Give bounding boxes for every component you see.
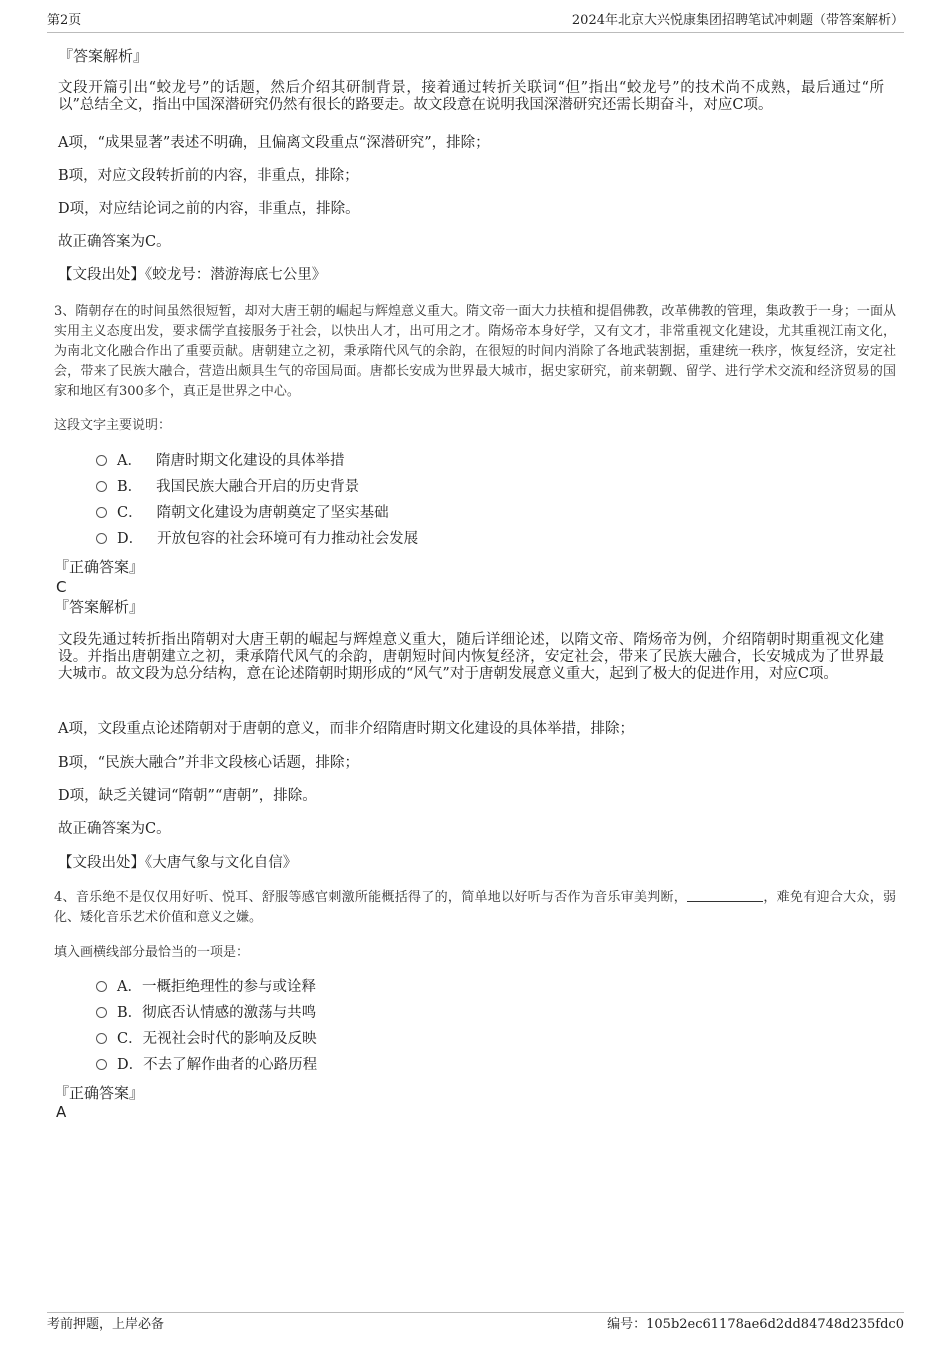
q4-question-text [54,888,896,928]
option-text: 隋朝文化建设为唐朝奠定了坚实基础 [156,505,389,521]
radio-icon[interactable] [96,455,107,466]
radio-icon[interactable] [96,507,107,518]
option-letter: B． [117,1005,143,1021]
option-letter: A． [117,979,142,995]
radio-icon[interactable] [96,1033,107,1044]
q3-answer: C [56,578,67,596]
q3-note-b: B项，“民族大融合”并非文段核心话题，排除； [58,755,359,771]
q3-analysis-label: 『答案解析』 [54,598,145,616]
option-text: 不去了解作曲者的心路历程 [143,1057,318,1073]
radio-icon[interactable] [96,981,107,992]
option-letter: C． [117,1031,143,1047]
q2-source: 【文段出处】《蛟龙号：潜游海底七公里》 [58,267,327,283]
option-text: 彻底否认情感的激荡与共鸣 [142,1005,317,1021]
option-letter: B． [117,479,143,495]
q3-conclusion: 故正确答案为C。 [58,821,171,837]
q3-note-d: D项，缺乏关键词“隋朝”“唐朝”，排除。 [58,788,317,804]
q3-option-c[interactable] [96,503,389,523]
q4-option-d[interactable] [96,1055,317,1075]
option-letter: C． [117,505,143,521]
radio-icon[interactable] [96,533,107,544]
q3-source: 【文段出处】《大唐气象与文化自信》 [58,855,298,871]
q4-answer-label: 『正确答案』 [54,1084,145,1102]
page-number: 第2页 [47,13,82,28]
q3-prompt: 这段文字主要说明： [54,418,172,433]
q4-text-before: 4、音乐绝不是仅仅用好听、悦耳、舒服等感官刺激所能概括得了的，简单地以好听与否作为音乐审美判断， [54,890,688,905]
option-text: 我国民族大融合开启的历史背景 [156,479,360,495]
option-text: 无视社会时代的影响及反映 [142,1031,317,1047]
radio-icon[interactable] [96,1059,107,1070]
q3-question-text: 3、隋朝存在的时间虽然很短暂，却对大唐王朝的崛起与辉煌意义重大。隋文帝一面大力扶植和提倡佛教，改革佛教的管理，集政教于一身；一面从实用主义态度出发，要求儒学直接服务于社会，以快出人才，出可用之才。隋炀帝本身好学，又有文才，非常重视文化建设，尤其重视江南文化，为南北文化融合作出了重要贡献。唐朝建立之初，秉承隋代风气的余韵，在很短的时间内消除了各地武装割据，重建统一秩序，恢复经济，安定社会，带来了民族大融合，营造出颇具生气的帝国局面。唐都长安成为世界最大城市，据史家研究，前来朝觐、留学、进行学术交流和经济贸易的国家和地区有300多个，真正是世界之中心。 [54,304,896,399]
q4-prompt: 填入画横线部分最恰当的一项是： [54,945,250,960]
q4-text-after: ，难免有迎合大众，弱化、矮化音乐艺术价值和意义之嫌。 [54,890,896,925]
q4-option-b[interactable] [96,1003,316,1023]
q2-conclusion: 故正确答案为C。 [58,234,171,250]
q2-analysis-label: 『答案解析』 [58,47,149,65]
page-header [47,10,904,33]
page-footer [47,1312,904,1339]
q3-option-a[interactable] [96,451,344,471]
q3-note-a: A项，文段重点论述隋朝对于唐朝的意义，而非介绍隋唐时期文化建设的具体举措，排除； [58,721,634,737]
q3-option-d[interactable] [96,529,418,549]
q2-note-b: B项，对应文段转折前的内容，非重点，排除； [58,168,359,184]
q4-option-a[interactable] [96,977,316,997]
fill-blank [687,889,763,902]
radio-icon[interactable] [96,1007,107,1018]
footer-slogan: 考前押题，上岸必备 [47,1317,165,1332]
option-letter: D． [117,531,144,547]
option-text: 开放包容的社会环境可有力推动社会发展 [157,531,419,547]
option-text: 一概拒绝理性的参与或诠释 [141,979,316,995]
option-letter: D． [117,1057,144,1073]
q2-note-a: A项，“成果显著”表述不明确，且偏离文段重点“深潜研究”，排除； [58,135,490,151]
q4-answer: A [56,1103,67,1121]
q2-analysis-text: 文段开篇引出“蛟龙号”的话题，然后介绍其研制背景，接着通过转折关联词“但”指出“蛟龙号”的技术尚不成熟，最后通过“所以”总结全文，指出中国深潜研究仍然有很长的路要走。故文段意在说明我国深潜研究还需长期奋斗，对应C项。 [58,80,884,113]
option-text: 隋唐时期文化建设的具体举措 [155,453,345,469]
radio-icon[interactable] [96,481,107,492]
footer-serial: 编号：105b2ec61178ae6d2dd84748d235fdc0 [607,1317,904,1332]
q2-note-d: D项，对应结论词之前的内容，非重点，排除。 [58,201,360,217]
q3-option-b[interactable] [96,477,359,497]
q3-answer-label: 『正确答案』 [54,558,145,576]
document-title: 2024年北京大兴悦康集团招聘笔试冲刺题（带答案解析） [571,13,904,28]
option-letter: A． [117,453,142,469]
q4-option-c[interactable] [96,1029,317,1049]
q3-analysis-text: 文段先通过转折指出隋朝对大唐王朝的崛起与辉煌意义重大，随后详细论述，以隋文帝、隋炀帝为例，介绍隋朝时期重视文化建设。并指出唐朝建立之初，秉承隋代风气的余韵，唐朝短时间内恢复经济，安定社会，带来了民族大融合，长安城成为了世界最大城市。故文段为总分结构，意在论述隋朝时期形成的“风气”对于唐朝发展意义重大，起到了极大的促进作用，对应C项。 [58,632,884,682]
